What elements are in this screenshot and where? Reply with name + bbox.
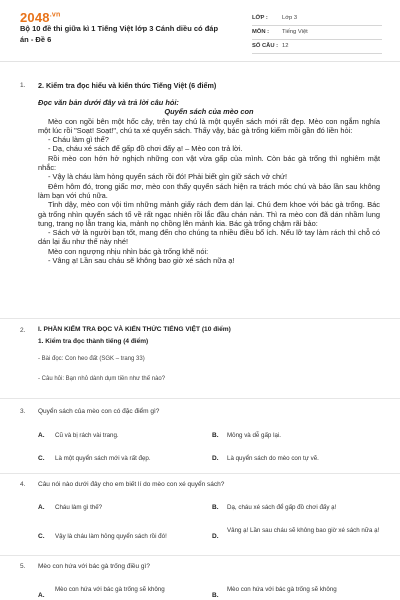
option-text[interactable]: Cũ và bị rách vài trang. xyxy=(55,432,119,439)
passage-paragraph: Mèo con ngồi bên một hốc cây, trên tay chú là một quyển sách mới rất đẹp. Mèo con ngắm nghía một lúc rồi "Soạt! Soạt!", chú ta xé quyển sách. Thấy vậy, bác gà trống kiếm mồi gần đó liền hỏi: xyxy=(38,116,380,135)
option-letter[interactable]: C. xyxy=(38,455,45,462)
option-text[interactable]: Vâng ạ! Lần sau cháu sẽ không bao giờ xé sách nữa ạ! xyxy=(227,527,380,534)
passage-paragraph: Đêm hôm đó, trong giấc mơ, mèo con thấy quyển sách hiện ra trách móc chú và bảo lần sau không làm bạn với chú nữa. xyxy=(38,181,380,200)
reading-passage xyxy=(38,98,380,265)
section-title: I. PHẦN KIỂM TRA ĐỌC VÀ KIẾN THỨC TIẾNG VIỆT (10 điểm) xyxy=(38,326,231,333)
passage-paragraph: Tỉnh dậy, mèo con vội tìm những mảnh giấy rách đem dán lại. Chú đem khoe với bác gà trống. Bác gà trống nhìn quyển sách tổ về rất ngạc nhiên rồi lắc đầu chán nản. Thì ra mèo con đã dán nhầm lung tung, trang nọ lẫn trang kia, mảnh nọ chồng lên mảnh kia. Bác gà trống chậm rãi bảo: xyxy=(38,200,380,228)
divider xyxy=(0,555,400,556)
question-number: 1. xyxy=(20,82,26,89)
section-title: 2. Kiểm tra đọc hiểu và kiến thức Tiếng Việt (6 điểm) xyxy=(38,81,217,90)
passage-paragraph: - Vậy là cháu làm hỏng quyển sách rồi đó! Phải biết gìn giữ sách vở chứ! xyxy=(48,172,288,182)
page-header xyxy=(0,0,400,62)
option-letter[interactable]: A. xyxy=(38,592,45,599)
option-text[interactable]: Mỏng và dễ gấp lại. xyxy=(227,432,282,439)
divider xyxy=(0,398,400,399)
option-text[interactable]: Mèo con hứa với bác gà trống sẽ không xyxy=(55,586,165,593)
meta-table xyxy=(252,12,382,54)
option-letter[interactable]: B. xyxy=(212,592,219,599)
passage-paragraph: Mèo con ngượng nhịu nhìn bác gà trống khẽ nói: xyxy=(48,246,209,256)
divider xyxy=(0,473,400,474)
option-text[interactable]: Cháu làm gì thế? xyxy=(55,504,103,511)
meta-value: Tiếng Việt xyxy=(282,29,308,35)
meta-row-count xyxy=(252,40,382,54)
question-number: 4. xyxy=(20,481,26,488)
passage-paragraph: - Sách vở là người bạn tốt, mang đến cho chúng ta nhiều điều bổ ích. Nếu lỡ tay làm rách thì chỗ có dán lại ẩu như thế này nhé! xyxy=(38,228,380,247)
option-letter[interactable]: A. xyxy=(38,432,45,439)
question-number: 5. xyxy=(20,563,26,570)
site-logo[interactable] xyxy=(20,10,60,25)
option-letter[interactable]: C. xyxy=(38,533,45,540)
reading-item: - Bài đọc: Con heo đất (SGK – trang 33) xyxy=(38,356,145,362)
meta-key: LỚP : xyxy=(252,15,268,21)
meta-row-subject xyxy=(252,26,382,40)
option-text[interactable]: Vậy là cháu làm hỏng quyển sách rồi đó! xyxy=(55,533,167,540)
option-text[interactable]: Mèo con hứa với bác gà trống sẽ không xyxy=(227,586,337,593)
option-text[interactable]: Là quyển sách do mèo con tự vẽ. xyxy=(227,455,319,462)
meta-key: SỐ CÂU : xyxy=(252,43,279,49)
question-text: Câu nói nào dưới đây cho em biết lí do mèo con xé quyển sách? xyxy=(38,481,225,488)
option-letter[interactable]: D. xyxy=(212,455,219,462)
question-text: Mèo con hứa với bác gà trống điều gì? xyxy=(38,563,150,570)
question-number: 3. xyxy=(20,408,26,415)
option-letter[interactable]: B. xyxy=(212,504,219,511)
meta-key: MÔN : xyxy=(252,29,270,35)
passage-paragraph: Rồi mèo con hớn hở nghịch những con vật vừa gấp của mình. Còn bác gà trống thì nghiêm mặt nhắc: xyxy=(38,153,380,173)
logo-text: 2048 xyxy=(20,10,50,25)
logo-suffix: .vn xyxy=(49,11,61,19)
passage-paragraph: - Vâng ạ! Lần sau cháu sẽ không bao giờ xé sách nữa ạ! xyxy=(48,256,235,266)
question-text: Quyển sách của mèo con có đặc điểm gì? xyxy=(38,408,160,415)
subsection-title: 1. Kiểm tra đọc thành tiếng (4 điểm) xyxy=(38,338,149,345)
meta-value: Lớp 3 xyxy=(282,15,298,21)
option-text[interactable]: Dạ, cháu xé sách để gấp đồ chơi đấy ạ! xyxy=(227,504,337,511)
passage-instruction: Đọc văn bản dưới đây và trả lời câu hỏi: xyxy=(38,98,179,107)
divider xyxy=(0,318,400,319)
option-letter[interactable]: A. xyxy=(38,504,45,511)
passage-title: Quyển sách của mèo con xyxy=(164,107,254,117)
option-letter[interactable]: D. xyxy=(212,533,219,540)
question-number: 2. xyxy=(20,327,26,334)
passage-paragraph: - Cháu làm gì thế? xyxy=(48,135,109,145)
option-letter[interactable]: B. xyxy=(212,432,219,439)
meta-row-class xyxy=(252,12,382,26)
passage-paragraph: - Dạ, cháu xé sách để gấp đồ chơi đấy ạ! – Mèo con trả lời. xyxy=(48,144,243,154)
option-text[interactable]: Là một quyển sách mới và rất đẹp. xyxy=(55,455,151,462)
reading-item: - Câu hỏi: Bạn nhỏ dành dụm tiền như thế nào? xyxy=(38,376,166,382)
meta-value: 12 xyxy=(282,43,289,49)
document-title: Bộ 10 đề thi giữa kì 1 Tiếng Việt lớp 3 Cánh diều có đáp án - Đề 6 xyxy=(20,24,219,44)
